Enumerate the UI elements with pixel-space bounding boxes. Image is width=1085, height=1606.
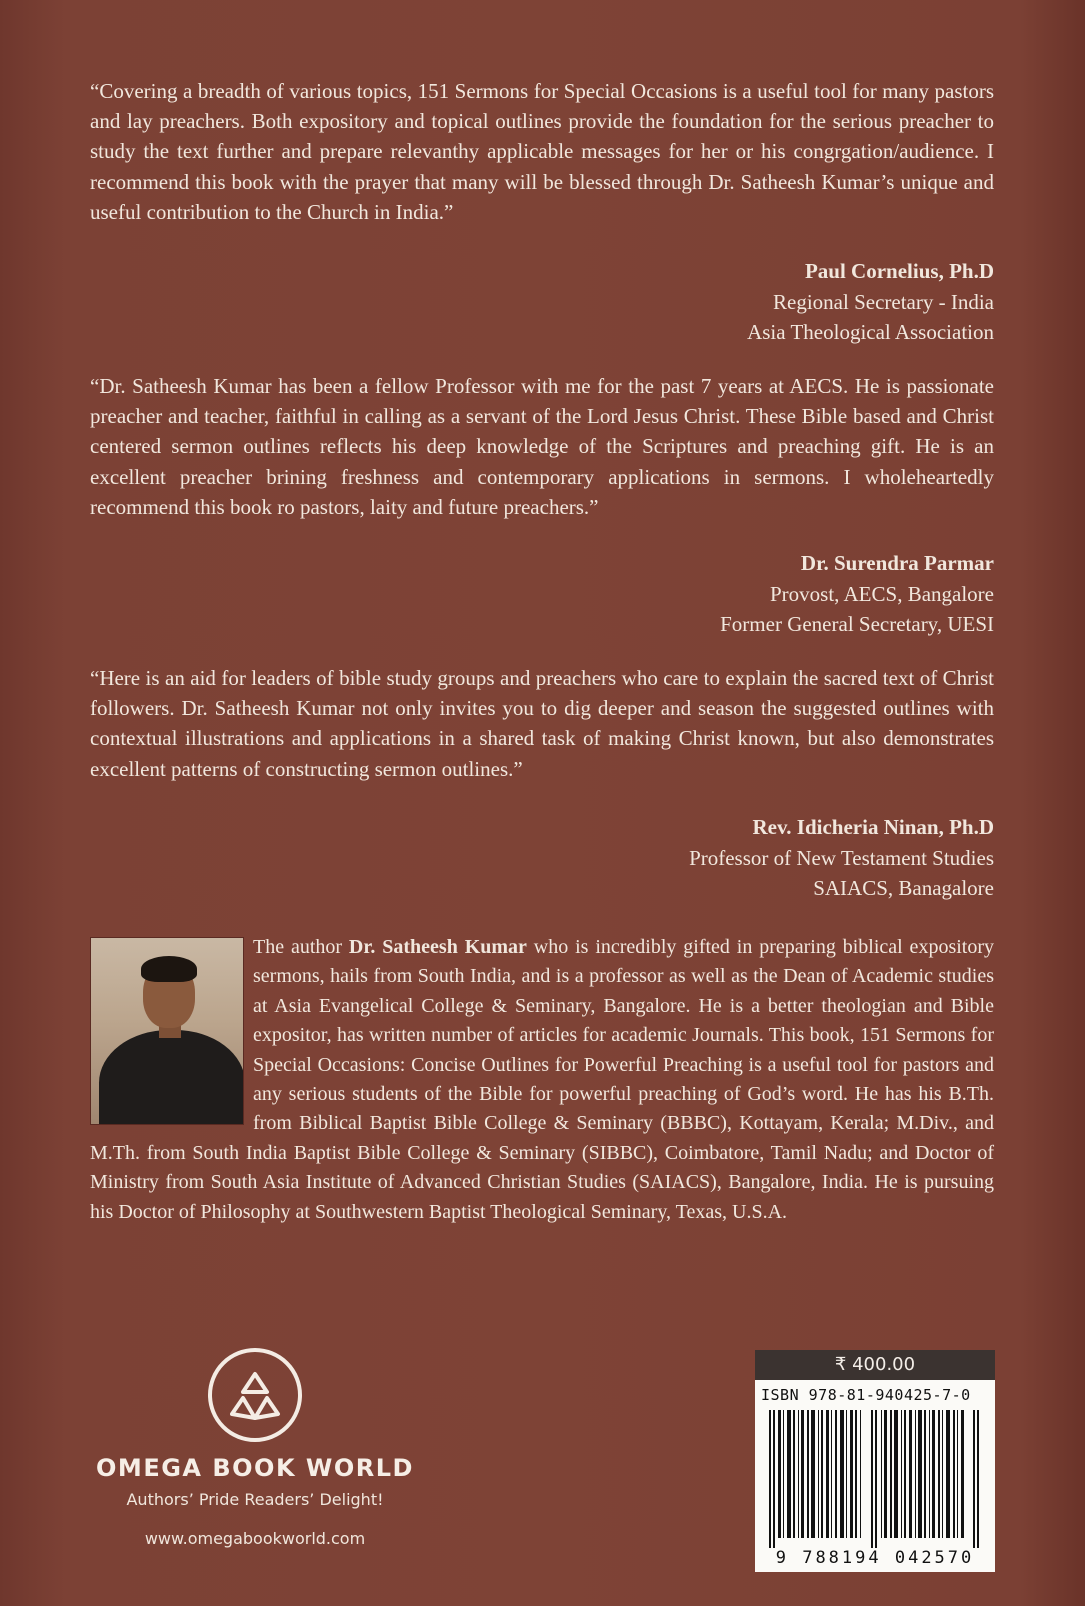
author-photo	[90, 937, 244, 1125]
endorser-organization: Asia Theological Association	[747, 320, 994, 344]
testimonial-attribution	[90, 812, 994, 904]
testimonial-attribution	[90, 548, 994, 640]
endorser-name: Paul Cornelius, Ph.D	[804, 259, 994, 283]
publisher-logo-block	[90, 1348, 420, 1548]
barcode-icon	[769, 1410, 981, 1548]
testimonial-quote: “Covering a breadth of various topics, 151 Sermons for Special Occasions is a useful tool for many pastors and lay preachers. Both expository and topical outlines provide the foundation for the serious preacher to study the text further and prepare relevanthy applicable messages for her or his congrgation/audience. I recommend this book with the prayer that many will be blessed through Dr. Satheesh Kumar’s unique and useful contribution to the Church in India.”	[90, 79, 994, 224]
barcode-panel	[755, 1380, 995, 1572]
price-barcode-block	[755, 1350, 995, 1572]
omega-logo-icon	[208, 1348, 302, 1442]
publisher-website: www.omegabookworld.com	[144, 1529, 366, 1548]
endorser-organization: Former General Secretary, UESI	[720, 612, 994, 636]
endorser-title: Regional Secretary - India	[773, 289, 994, 314]
testimonial-3	[90, 663, 994, 784]
endorser-organization: SAIACS, Banagalore	[813, 876, 994, 900]
testimonial-quote: “Here is an aid for leaders of bible study groups and preachers who care to explain the sacred text of Christ followers. Dr. Satheesh Kumar not only invites you to dig deeper and season the suggested outlines with contextual illustrations and applications in a shared task of making Christ known, but also demonstrates excellent patterns of constructing sermon outlines.”	[90, 666, 994, 781]
barcode-number: 9 788194 042570	[775, 1548, 975, 1568]
publisher-name: OMEGA BOOK WORLD	[96, 1454, 414, 1482]
testimonial-quote: “Dr. Satheesh Kumar has been a fellow Professor with me for the past 7 years at AECS. He is passionate preacher and teacher, faithful in calling as a servant of the Lord Jesus Christ. These Bible based and Christ centered sermon outlines reflects his deep knowledge of the Scriptures and preaching gift. He is an excellent preacher brining freshness and contemporary applications in sermons. I wholeheartedly recommend this book ro pastors, laity and future preachers.”	[90, 374, 994, 519]
publisher-tagline: Authors’ Pride Readers’ Delight!	[126, 1490, 384, 1509]
author-name: Dr. Satheesh Kumar	[348, 936, 527, 958]
isbn-text: ISBN 978-81-940425-7-0	[761, 1386, 971, 1404]
price-label: ₹ 400.00	[755, 1350, 995, 1380]
author-bio	[90, 933, 994, 1227]
endorser-name: Dr. Surendra Parmar	[800, 551, 994, 575]
testimonial-2	[90, 371, 994, 522]
endorser-title: Provost, AECS, Bangalore	[770, 581, 994, 606]
bio-intro: The author	[253, 936, 349, 958]
testimonial-1	[90, 76, 994, 227]
testimonial-attribution	[90, 256, 994, 348]
endorser-title: Professor of New Testament Studies	[689, 845, 994, 870]
endorser-name: Rev. Idicheria Ninan, Ph.D	[752, 815, 994, 839]
bio-text: who is incredibly gifted in preparing biblical expository sermons, hails from South India, and is a professor as well as the Dean of Academic studies at Asia Evangelical College & Seminary, Bangalore. He is a better theologian and Bible expositor, has written number of articles for academic Journals. This book, 151 Sermons for Special Occasions: Concise Outlines for Powerful Preaching is a useful tool for pastors and any serious students of the Bible for powerful preaching of God’s word. He has his B.Th. from Biblical Baptist Bible College & Seminary (BBBC), Kottayam, Kerala; M.Div., and M.Th. from South India Baptist Bible College & Seminary (SIBBC), Coimbatore, Tamil Nadu; and Doctor of Ministry from South Asia Institute of Advanced Christian Studies (SAIACS), Bangalore, India. He is pursuing his Doctor of Philosophy at Southwestern Baptist Theological Seminary, Texas, U.S.A.	[90, 936, 994, 1223]
